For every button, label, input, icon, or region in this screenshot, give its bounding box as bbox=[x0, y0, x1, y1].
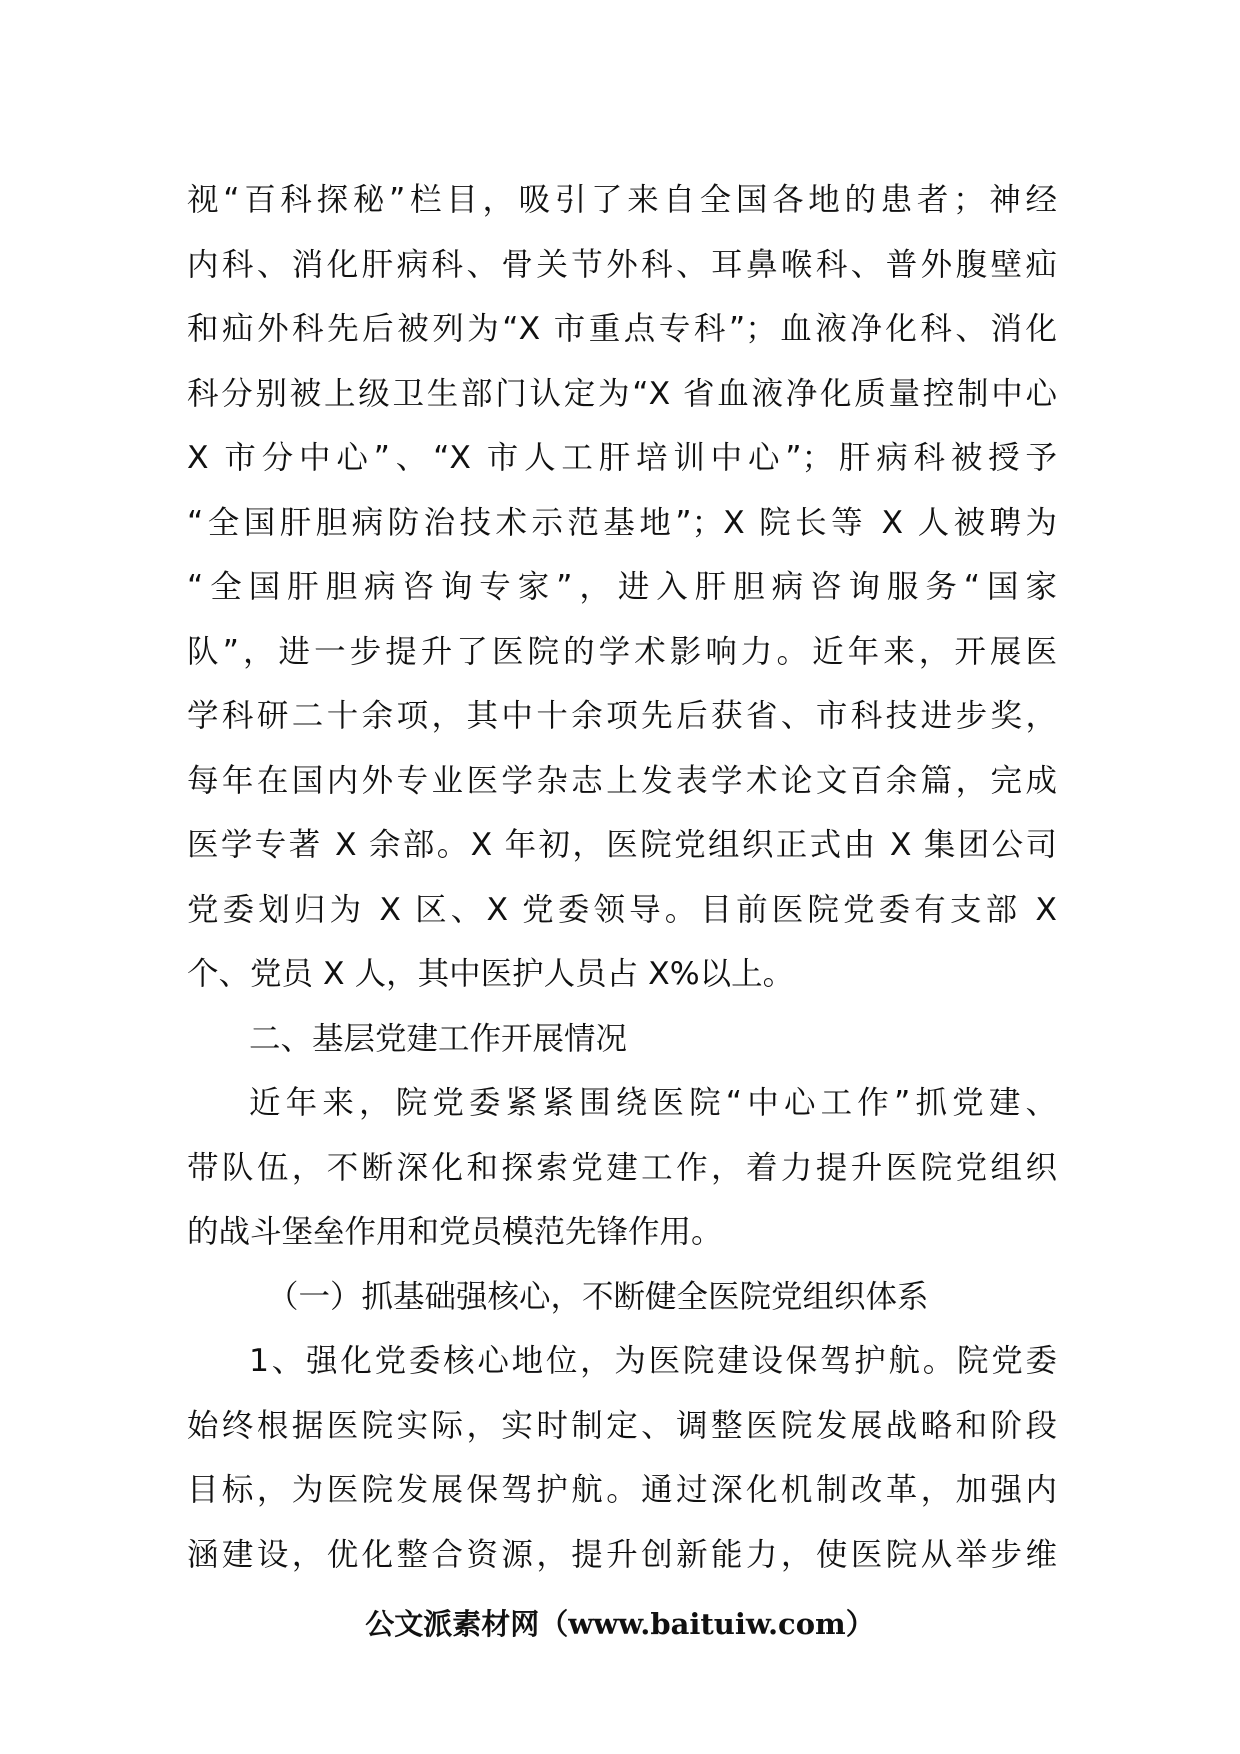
text-line: 内科、消化肝病科、骨关节外科、耳鼻喉科、普外腹壁疝 bbox=[187, 246, 1057, 283]
text-line: 始终根据医院实际，实时制定、调整医院发展战略和阶段 bbox=[187, 1407, 1057, 1444]
text-line: 近年来，院党委紧紧围绕医院“中心工作”抓党建、 bbox=[249, 1085, 1057, 1121]
text-line: 学科研二十余项，其中十余项先后获省、市科技进步奖， bbox=[187, 698, 1057, 734]
text-line: 视“百科探秘”栏目，吸引了来自全国各地的患者；神经 bbox=[187, 182, 1057, 218]
subsection-heading: （一）抓基础强核心，不断健全医院党组织体系 bbox=[267, 1278, 929, 1315]
text-line: 涵建设，优化整合资源，提升创新能力，使医院从举步维 bbox=[187, 1536, 1057, 1573]
text-line: 每年在国内外专业医学杂志上发表学术论文百余篇，完成 bbox=[187, 762, 1057, 799]
text-line: 目标，为医院发展保驾护航。通过深化机制改革，加强内 bbox=[187, 1472, 1057, 1508]
text-line: 队”，进一步提升了医院的学术影响力。近年来，开展医 bbox=[187, 633, 1057, 670]
document-body bbox=[187, 168, 1057, 1587]
text-line: 科分别被上级卫生部门认定为“X 省血液净化质量控制中心 bbox=[187, 375, 1057, 412]
text-line: 带队伍，不断深化和探索党建工作，着力提升医院党组织 bbox=[187, 1149, 1057, 1186]
text-line: 的战斗堡垒作用和党员模范先锋作用。 bbox=[187, 1214, 723, 1250]
text-line: 个、党员 X 人，其中医护人员占 X%以上。 bbox=[187, 956, 795, 992]
text-line: 党委划归为 X 区、X 党委领导。目前医院党委有支部 X bbox=[187, 891, 1057, 928]
text-line: “全国肝胆病防治技术示范基地”；X 院长等 X 人被聘为 bbox=[187, 504, 1057, 541]
footer-watermark: 公文派素材网（www.baituiw.com） bbox=[365, 1607, 875, 1641]
text-line: “全国肝胆病咨询专家”，进入肝胆病咨询服务“国家 bbox=[187, 569, 1057, 605]
text-line: 和疝外科先后被列为“X 市重点专科”；血液净化科、消化 bbox=[187, 311, 1057, 347]
text-line: X 市分中心”、“X 市人工肝培训中心”；肝病科被授予 bbox=[187, 440, 1057, 476]
section-heading: 二、基层党建工作开展情况 bbox=[249, 1020, 628, 1057]
text-line: 医学专著 X 余部。X 年初，医院党组织正式由 X 集团公司 bbox=[187, 827, 1057, 863]
text-line: 1、强化党委核心地位，为医院建设保驾护航。院党委 bbox=[249, 1343, 1057, 1379]
